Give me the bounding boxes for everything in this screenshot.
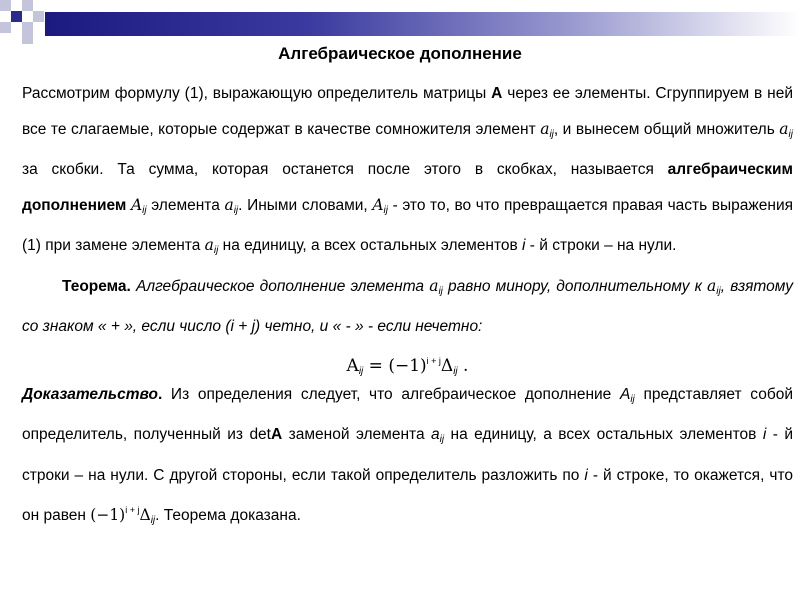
deco-square <box>22 11 33 22</box>
proof-paragraph: Доказательство. Из определения следует, что алгебраическое дополнение $A_{ij}$ представляет собой определитель, полученный из detA заменой элемента $a_{ij}$ на единицу, а всех остальных элементов i - й строки – на нули. С другой стороны, если такой определитель разложить по i - й строке, то окажется, что он равен $(-1)^{i + j}\Delta_{ij}$. Теорема доказана. <box>22 385 794 526</box>
term-algebraic-complement: алгебраическим дополнением <box>22 161 793 214</box>
slide-content <box>22 76 793 539</box>
theorem-label: Теорема. <box>62 277 131 295</box>
deco-square <box>11 22 22 33</box>
deco-square <box>11 0 22 11</box>
formula: $A_{ij} = (-1)^{i + j}\Delta_{ij}$ . <box>346 355 469 377</box>
deco-square <box>22 33 33 44</box>
deco-square <box>33 11 44 22</box>
theorem-paragraph: Теорема. Алгебраическое дополнение элемента $a_{ij}$ равно минору, дополнительному к $a_{ij}$, взятому со знаком « + », если число (i + j) четно, и « - » - если нечетно: <box>22 276 793 335</box>
header-gradient-bar <box>45 12 800 36</box>
intro-paragraph: Рассмотрим формулу (1), выражающую определитель матрицы A через ее элементы. Сгруппируем в ней все те слагаемые, которые содержат в качестве сомножителя элемент $a_{ij}$, и вынесем общий множитель $a_{ij}$ за скобки. Та сумма, которая останется после этого в скобках, называется алгебраическим дополнением $A_{ij}$ элемента $a_{ij}$. Иными словами, $A_{ij}$ - это то, во что превращается правая часть выражения (1) при замене элемента $a_{ij}$ на единицу, а всех остальных элементов i - й строки – на нули. <box>22 85 793 256</box>
deco-square <box>11 33 22 44</box>
deco-square <box>22 0 33 11</box>
proof-label: Доказательство <box>22 385 158 403</box>
deco-square <box>33 0 44 11</box>
deco-square <box>22 22 33 33</box>
deco-square <box>11 11 22 22</box>
deco-square <box>0 22 11 33</box>
header-decoration <box>0 0 800 50</box>
deco-square <box>0 0 11 11</box>
slide-title: Алгебраическое дополнение <box>278 44 522 63</box>
deco-square <box>0 11 11 22</box>
